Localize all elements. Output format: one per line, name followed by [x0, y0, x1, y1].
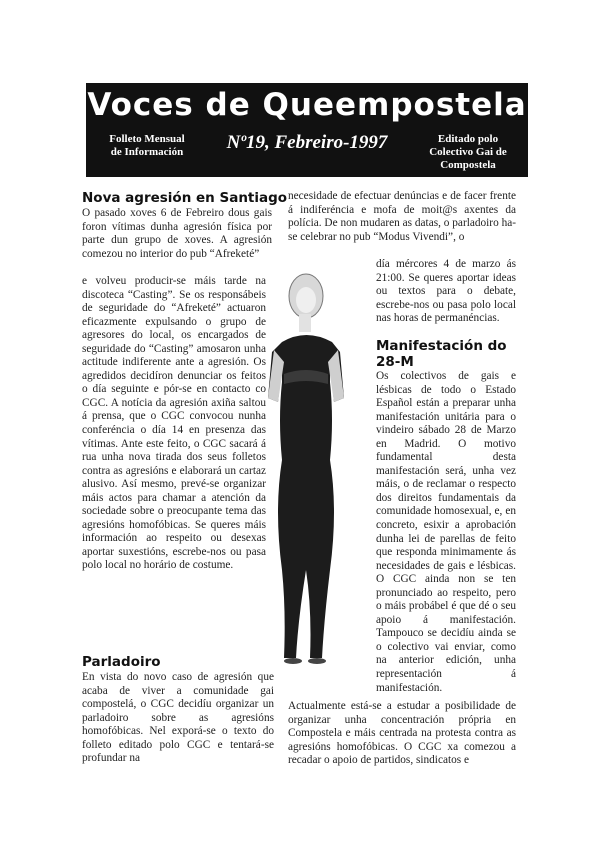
masthead — [86, 83, 528, 177]
title-line: 28-M — [376, 354, 414, 370]
publisher-line: Compostela — [440, 159, 496, 171]
article-title-parladoiro: Parladoiro — [82, 654, 161, 670]
article-text-parladoiro-continued: necesidade de efectuar denúncias e de facer frente á indiferéncia e mofa de moit@s axentes da polícia. De non mudaren as datas, o parladoiro ha-se celebrar no pub “Modus Vivendi”, o — [288, 190, 516, 243]
drag-queen-photo — [238, 270, 370, 664]
article-text-agresion: e volveu producir-se máis tarde na discoteca “Casting”. Se os responsábeis de seguridade do “Afreketé” actuaron eficazmente expulsando o grupo de agresores do local, os encargados de seguridade do “Casting” amosaron unha actitude indiferente ante a agresión. Os agredidos decidíron denunciar os feitos o día seguinte e pór-se en contacto co CGC. A notícia da agresión axiña saltou á prensa, que o CGC convocou nunha conferéncia o día 14 en presenza das vítimas. Ante este feito, o CGC sacará á rua unha nova tirada dos seus folletos contra as agresións e elaborará un cartaz alusivo. Así mesmo, prevé-se organizar máis actos para chamar a atención da sociedade sobre o preocupante tema das agresións homofóbicas. Se queres máis información ao respeito ou desexas aportar suxestións, escrebe-nos ou pasa polo local no horário de costume. — [82, 275, 266, 572]
article-text-manifestacion: Os colectivos de gais e lésbicas de todo o Estado Español están a preparar unha manifestación unitária para o vindeiro sábado 28 de Marzo en Madrid. O motivo fundamental desta manifestación será, unha vez máis, o de reclamar o respecto dos direitos fundamentais da comunidade homosexual, e, en concreto, esixir a aprobación dunha lei de parellas de feito que responda minimamente ás necesidades de gais e lésbicas. O CGC ainda non se ten pronunciado ao respeito, pero o máis probábel é que dé o seu apoio á manifestación. Tampouco se decidíu ainda se o colectivo vai enviar, como na anterior edición, unha representación á manifestación. — [376, 370, 516, 694]
article-text-agresion-intro: O pasado xoves 6 de Febreiro dous gais foron vítimas dunha agresión física por parte dun grupo de xoves. A agresión comezou no interior do pub “Afreketé” — [82, 207, 272, 260]
subtitle-line: de Información — [110, 146, 184, 158]
issue-number: Nº19, Febreiro-1997 — [226, 132, 388, 153]
article-title-manifestacion — [376, 338, 516, 370]
publisher-line: Colectivo Gai de — [429, 146, 507, 158]
subtitle-block — [92, 133, 202, 159]
title-line: Manifestación do — [376, 338, 507, 354]
article-text-parladoiro: En vista do novo caso de agresión que acaba de viver a comunidade gai compostelá, o CGC decidíu organizar un parladoiro sobre as agresións homofóbicas. Nel exporá-se o texto do folleto editado polo CGC e tentará-se profundar na — [82, 671, 274, 765]
article-text-manifestacion-tail: Actualmente está-se a estudar a posibilidade de organizar unha concentración própria en Compostela e máis centrada na protesta contra as agresións homofóbicas. O CGC xa comezou a recadar o apoio de partidos, sindicatos e — [288, 700, 516, 767]
subtitle-line: Folleto Mensual — [109, 133, 185, 145]
newsletter-title: Voces de Queempostela — [87, 87, 527, 123]
publisher-block — [412, 133, 524, 172]
publisher-line: Editado polo — [437, 133, 499, 145]
article-text-parladoiro-continued-2: día mércores 4 de marzo ás 21:00. Se queres aportar ideas ou textos para o debate, escrebe-nos ou pasa polo local nas horas de permanéncias. — [376, 258, 516, 325]
article-title-agresion: Nova agresión en Santiago — [82, 190, 288, 206]
